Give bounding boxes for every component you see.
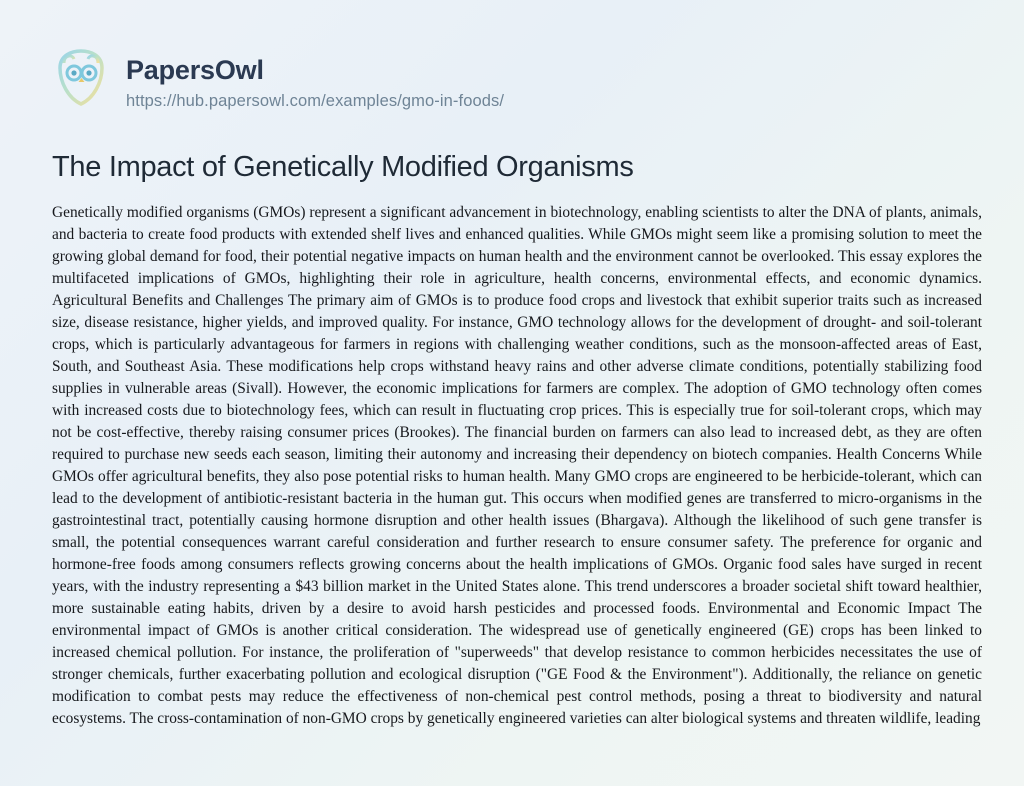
page-title: The Impact of Genetically Modified Organisms (52, 150, 634, 183)
owl-logo-icon (50, 46, 112, 108)
site-header (44, 40, 980, 111)
document-body-text: Genetically modified organisms (GMOs) represent a significant advancement in biotechnology, enabling scientists to alter the DNA of plants, animals, and bacteria to create food products with extended shelf lives and enhanced qualities. While GMOs might seem like a promising solution to meet the growing global demand for food, their potential negative impacts on human health and the environment cannot be overlooked. This essay explores the multifaceted implications of GMOs, highlighting their role in agriculture, health concerns, environmental effects, and economic dynamics. Agricultural Benefits and Challenges The primary aim of GMOs is to produce food crops and livestock that exhibit superior traits such as increased size, disease resistance, higher yields, and improved quality. For instance, GMO technology allows for the development of drought- and soil-tolerant crops, which is particularly advantageous for farmers in regions with challenging weather conditions, such as the monsoon-affected areas of East, South, and Southeast Asia. These modifications help crops withstand heavy rains and other adverse climate conditions, potentially stabilizing food supplies in vulnerable areas (Sivall). However, the economic implications for farmers are complex. The adoption of GMO technology often comes with increased costs due to biotechnology fees, which can result in fluctuating crop prices. This is especially true for soil-tolerant crops, which may not be cost-effective, thereby raising consumer prices (Brookes). The financial burden on farmers can also lead to increased debt, as they are often required to purchase new seeds each season, limiting their autonomy and increasing their dependency on biotech companies. Health Concerns While GMOs offer agricultural benefits, they also pose potential risks to human health. Many GMO crops are engineered to be herbicide-tolerant, which can lead to the development of antibiotic-resistant bacteria in the human gut. This occurs when modified genes are transferred to micro-organisms in the gastrointestinal tract, potentially causing hormone disruption and other health issues (Bhargava). Although the likelihood of such gene transfer is small, the potential consequences warrant careful consideration and further research to ensure consumer safety. The preference for organic and hormone-free foods among consumers reflects growing concerns about the health implications of GMOs. Organic food sales have surged in recent years, with the industry representing a $43 billion market in the United States alone. This trend underscores a broader societal shift toward healthier, more sustainable eating habits, driven by a desire to avoid harsh pesticides and processed foods. Environmental and Economic Impact The environmental impact of GMOs is another critical consideration. The widespread use of genetically engineered (GE) crops has been linked to increased chemical pollution. For instance, the proliferation of "superweeds" that develop resistance to common herbicides necessitates the use of stronger chemicals, further exacerbating pollution and ecological disruption ("GE Food & the Environment"). Additionally, the reliance on genetic modification to combat pests may reduce the effectiveness of non-chemical pest control methods, posing a threat to biodiversity and natural ecosystems. The cross-contamination of non-GMO crops by genetically engineered varieties can alter biological systems and threaten wildlife, leading (52, 203, 982, 728)
source-url[interactable]: https://hub.papersowl.com/examples/gmo-in-foods/ (126, 91, 505, 110)
brand-block (126, 40, 504, 111)
brand-name: PapersOwl (126, 55, 264, 85)
